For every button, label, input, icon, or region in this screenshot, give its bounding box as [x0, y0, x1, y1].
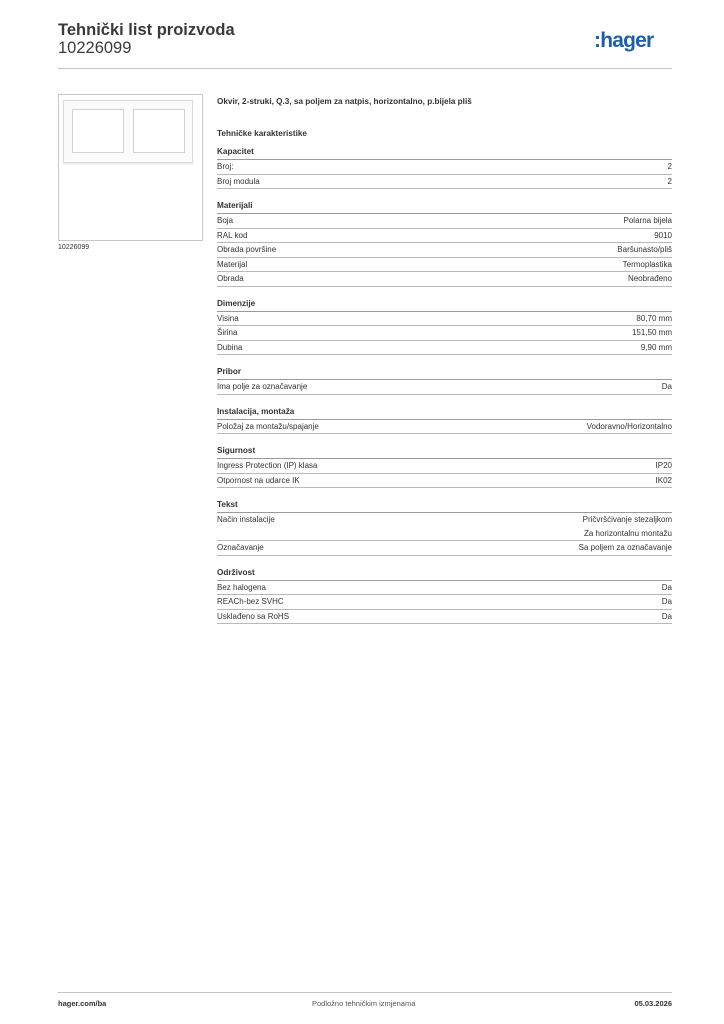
- double-frame-illustration: [63, 100, 193, 163]
- section-title: Dimenzije: [217, 297, 672, 312]
- spec-label: Dubina: [217, 342, 243, 352]
- footer-date: 05.03.2026: [634, 999, 672, 1008]
- spec-value-line: Da: [661, 611, 672, 621]
- section-title: Instalacija, montaža: [217, 405, 672, 420]
- product-title: Okvir, 2-struki, Q.3, sa poljem za natpis, horizontalno, p.bijela pliš: [217, 97, 472, 106]
- spec-section: [217, 405, 672, 435]
- spec-value: [662, 610, 672, 624]
- spec-row: [217, 420, 672, 435]
- footer-website: hager.com/ba: [58, 999, 107, 1008]
- spec-label: Broj modula: [217, 176, 260, 186]
- spec-value-line: IK02: [655, 475, 672, 485]
- spec-label: Bez halogena: [217, 582, 266, 592]
- spec-row: [217, 581, 672, 596]
- spec-value-line: Za horizontalnu montažu: [583, 528, 672, 538]
- spec-row: [217, 229, 672, 244]
- section-title: Pribor: [217, 365, 672, 380]
- spec-value: [662, 380, 672, 394]
- frame-opening-right: [133, 109, 185, 153]
- spec-row: [217, 474, 672, 489]
- spec-row: [217, 160, 672, 175]
- spec-section: [217, 498, 672, 556]
- spec-label: Obrada: [217, 274, 244, 283]
- spec-value-line: Polarna bijela: [623, 216, 672, 225]
- spec-value: [668, 175, 672, 189]
- spec-label: Položaj za montažu/spajanje: [217, 421, 319, 431]
- spec-label: Usklađeno sa RoHS: [217, 611, 290, 621]
- spec-value: [636, 312, 672, 326]
- spec-section: [217, 145, 672, 189]
- image-caption: 10226099: [58, 244, 90, 251]
- logo-text: hager: [600, 29, 654, 52]
- spec-label: Visina: [217, 313, 239, 323]
- spec-value: [628, 272, 672, 286]
- spec-row: [217, 341, 672, 356]
- spec-value: [668, 160, 672, 174]
- spec-value-line: Vodoravno/Horizontalno: [586, 421, 672, 431]
- spec-value-line: Da: [661, 597, 672, 606]
- spec-label: Ima polje za označavanje: [217, 382, 308, 391]
- product-number: 10226099: [58, 39, 132, 57]
- spec-row: [217, 541, 672, 556]
- spec-row: [217, 459, 672, 474]
- spec-value: [662, 595, 672, 609]
- spec-value-line: 151,50 mm: [631, 328, 672, 337]
- header-divider: [58, 68, 672, 69]
- spec-value-line: Sa poljem za označavanje: [578, 543, 672, 552]
- spec-value: [587, 420, 672, 434]
- section-title: Materijali: [217, 199, 672, 214]
- spec-row: [217, 243, 672, 258]
- spec-value: [662, 581, 672, 595]
- spec-row: [217, 380, 672, 395]
- spec-row: [217, 326, 672, 341]
- spec-value-line: Neobrađeno: [627, 274, 672, 283]
- spec-label: Način instalacije: [217, 515, 275, 524]
- spec-value-line: 80,70 mm: [636, 313, 672, 323]
- spec-row: [217, 513, 672, 541]
- footer-divider: [58, 992, 672, 993]
- spec-value: [632, 326, 672, 340]
- spec-section: [217, 297, 672, 356]
- section-title: Tekst: [217, 498, 672, 513]
- spec-value: [583, 513, 672, 540]
- spec-value: [654, 229, 672, 243]
- spec-value-line: Baršunasto/pliš: [617, 245, 672, 254]
- spec-label: Označavanje: [217, 543, 264, 552]
- spec-section: [217, 444, 672, 488]
- spec-row: [217, 595, 672, 610]
- spec-value-line: 2: [667, 162, 672, 171]
- spec-value-line: Da: [661, 382, 672, 391]
- footer-note: Podložno tehničkim izmjenama: [312, 999, 416, 1008]
- spec-value-line: Da: [661, 582, 672, 592]
- spec-value-line: Pričvršćivanje stezaljkom: [582, 515, 672, 524]
- spec-row: [217, 175, 672, 190]
- spec-label: REACh-bez SVHC: [217, 597, 284, 606]
- spec-section: [217, 365, 672, 395]
- spec-label: RAL kod: [217, 230, 248, 240]
- characteristics-heading: Tehničke karakteristike: [217, 129, 307, 138]
- spec-label: Boja: [217, 216, 234, 225]
- spec-value: [624, 214, 672, 228]
- spec-label: Širina: [217, 328, 238, 337]
- spec-label: Broj:: [217, 162, 234, 171]
- spec-value: [623, 258, 672, 272]
- spec-content: [217, 97, 672, 624]
- spec-label: Materijal: [217, 259, 248, 269]
- spec-section: [217, 199, 672, 287]
- section-title: Kapacitet: [217, 145, 672, 160]
- spec-value-line: 9,90 mm: [640, 342, 672, 352]
- spec-value-line: IP20: [655, 461, 672, 470]
- spec-value: [641, 341, 672, 355]
- product-image: [58, 94, 203, 241]
- spec-value-line: Termoplastika: [622, 259, 672, 269]
- section-title: Sigurnost: [217, 444, 672, 459]
- spec-value: [617, 243, 672, 257]
- spec-row: [217, 312, 672, 327]
- spec-label: Otpornost na udarce IK: [217, 475, 300, 485]
- spec-sections: [217, 145, 672, 624]
- spec-value: [656, 459, 672, 473]
- spec-value: [579, 541, 672, 555]
- spec-row: [217, 214, 672, 229]
- spec-row: [217, 258, 672, 273]
- spec-value-line: 9010: [654, 230, 672, 240]
- spec-row: [217, 272, 672, 287]
- spec-label: Ingress Protection (IP) klasa: [217, 461, 318, 470]
- section-title: Održivost: [217, 566, 672, 581]
- page-title: Tehnički list proizvoda: [58, 21, 235, 39]
- spec-row: [217, 610, 672, 625]
- spec-value: [656, 474, 672, 488]
- spec-label: Obrada površine: [217, 245, 277, 254]
- frame-opening-left: [72, 109, 124, 153]
- spec-section: [217, 566, 672, 625]
- spec-value-line: 2: [667, 176, 672, 186]
- hager-logo: :hager: [594, 29, 654, 52]
